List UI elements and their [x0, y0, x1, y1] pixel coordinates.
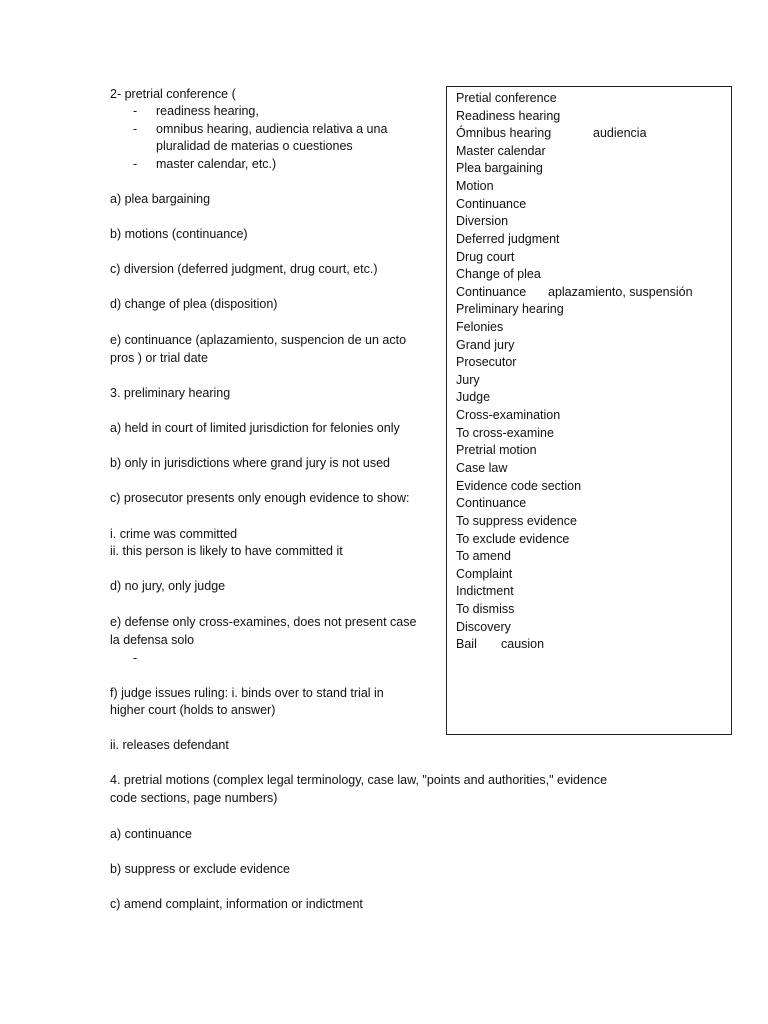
section-4-heading-cont: code sections, page numbers) — [110, 791, 278, 805]
glossary-term: Jury — [456, 373, 480, 387]
glossary-term: To suppress evidence — [456, 514, 577, 528]
glossary-term: Ómnibus hearing — [456, 126, 552, 140]
glossary-term: Readiness hearing — [456, 109, 561, 123]
section-4-heading: 4. pretrial motions (complex legal terminology, case law, "points and authorities," evidence — [110, 773, 608, 787]
bullet-dash: - — [133, 157, 138, 171]
item-continuance: e) continuance (aplazamiento, suspencion de un acto — [110, 333, 407, 347]
item-change-of-plea: d) change of plea (disposition) — [110, 297, 278, 311]
bullet-omnibus-hearing: omnibus hearing, audiencia relativa a una — [156, 122, 388, 136]
glossary-term: Motion — [456, 179, 494, 193]
glossary-term: Pretrial motion — [456, 443, 537, 457]
glossary-term: Discovery — [456, 620, 511, 634]
bullet-dash: - — [133, 651, 138, 665]
glossary-term: Change of plea — [456, 267, 541, 281]
bullet-master-calendar: master calendar, etc.) — [156, 157, 277, 171]
glossary-term: Prosecutor — [456, 355, 517, 369]
bullet-readiness-hearing: readiness hearing, — [156, 104, 259, 118]
item-crime-committed: i. crime was committed — [110, 527, 238, 541]
glossary-term: Grand jury — [456, 338, 515, 352]
glossary-term: Indictment — [456, 584, 514, 598]
glossary-term: Complaint — [456, 567, 513, 581]
item-judge-ruling: f) judge issues ruling: i. binds over to stand trial in — [110, 686, 384, 700]
item-no-jury: d) no jury, only judge — [110, 579, 226, 593]
glossary-term: Judge — [456, 390, 491, 404]
glossary-term: Bail — [456, 637, 477, 651]
glossary-term: Case law — [456, 461, 508, 475]
item-grand-jury: b) only in jurisdictions where grand jury is not used — [110, 456, 390, 470]
glossary-term: To dismiss — [456, 602, 515, 616]
glossary-term: Master calendar — [456, 144, 546, 158]
item-judge-ruling-cont: higher court (holds to answer) — [110, 703, 276, 717]
glossary-term: Diversion — [456, 214, 509, 228]
item-motions: b) motions (continuance) — [110, 227, 248, 241]
glossary-term: Pretial conference — [456, 91, 557, 105]
motion-continuance: a) continuance — [110, 827, 193, 841]
glossary-term: Drug court — [456, 250, 515, 264]
glossary-translation: causion — [501, 637, 545, 651]
glossary-term: Felonies — [456, 320, 504, 334]
item-defense-cross: e) defense only cross-examines, does not present case — [110, 615, 417, 629]
item-held-in-court: a) held in court of limited jurisdiction for felonies only — [110, 421, 400, 435]
glossary-term: Deferred judgment — [456, 232, 560, 246]
glossary-term: Evidence code section — [456, 479, 582, 493]
glossary-term: To exclude evidence — [456, 532, 570, 546]
motion-amend: c) amend complaint, information or indictment — [110, 897, 363, 911]
glossary-box — [446, 86, 732, 735]
glossary-term: To amend — [456, 549, 511, 563]
glossary-term: Preliminary hearing — [456, 302, 564, 316]
glossary-translation: audiencia — [593, 126, 647, 140]
section-3-heading: 3. preliminary hearing — [110, 386, 231, 400]
item-plea-bargaining: a) plea bargaining — [110, 192, 211, 206]
glossary-term: Continuance — [456, 285, 527, 299]
item-releases-defendant: ii. releases defendant — [110, 738, 229, 752]
bullet-dash: - — [133, 122, 138, 136]
item-defense-cross-cont: la defensa solo — [110, 633, 195, 647]
bullet-omnibus-hearing-cont: pluralidad de materias o cuestiones — [156, 139, 353, 153]
bullet-dash: - — [133, 104, 138, 118]
glossary-translation: aplazamiento, suspensión — [548, 285, 693, 299]
item-diversion: c) diversion (deferred judgment, drug court, etc.) — [110, 262, 378, 276]
section-2-heading: 2- pretrial conference ( — [110, 87, 236, 101]
motion-suppress: b) suppress or exclude evidence — [110, 862, 290, 876]
glossary-term: Plea bargaining — [456, 161, 543, 175]
item-person-likely: ii. this person is likely to have committed it — [110, 544, 343, 558]
glossary-term: Continuance — [456, 496, 527, 510]
item-prosecutor-evidence: c) prosecutor presents only enough evidence to show: — [110, 491, 410, 505]
item-continuance-cont: pros ) or trial date — [110, 351, 208, 365]
glossary-term: Cross-examination — [456, 408, 561, 422]
glossary-term: Continuance — [456, 197, 527, 211]
glossary-term: To cross-examine — [456, 426, 554, 440]
